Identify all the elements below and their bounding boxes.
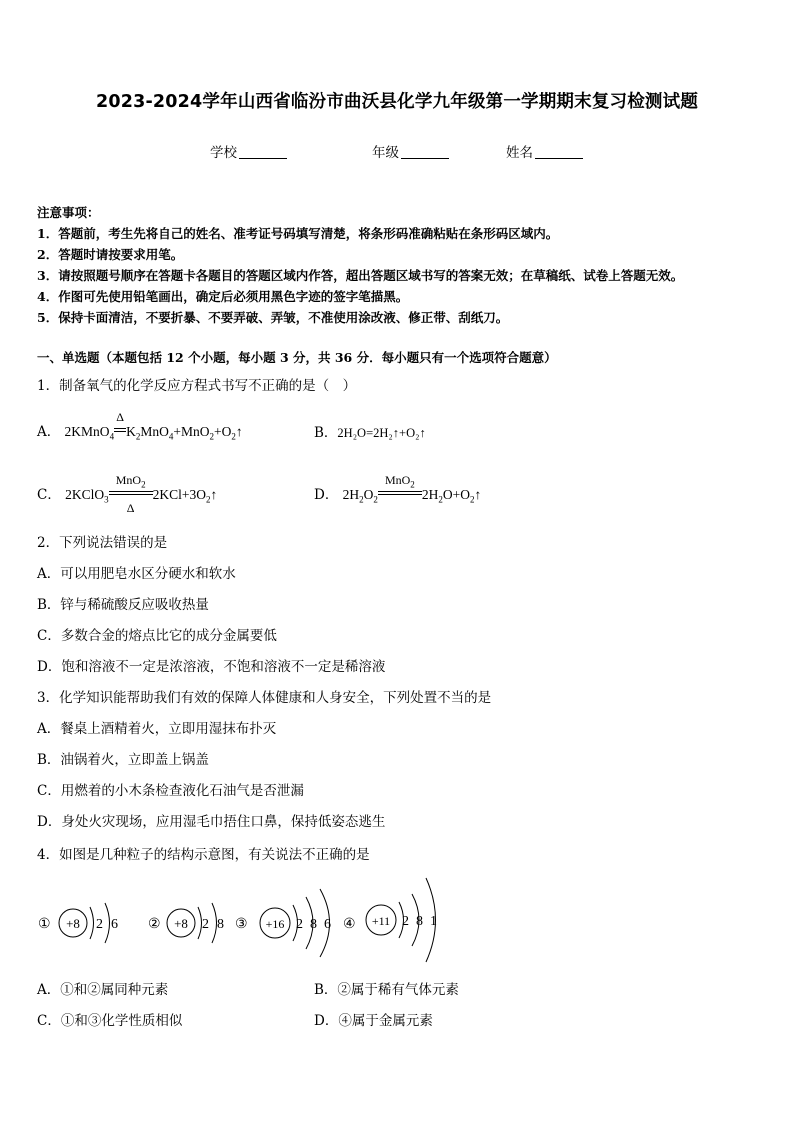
svg-text:+11: +11 [371,914,391,928]
q3-option-b[interactable]: B．油锅着火，立即盖上锅盖 [37,752,209,768]
q4-option-b[interactable]: B．②属于稀有气体元素 [314,982,459,998]
question-3-stem: 3．化学知识能帮助我们有效的保障人体健康和人身安全，下列处置不当的是 [37,690,492,706]
notice-item: 4．作图可先使用铅笔画出，确定后必须用黑色字迹的签字笔描黑。 [37,289,409,304]
svg-text:④: ④ [343,917,356,932]
svg-text:6: 6 [324,917,331,932]
svg-text:8: 8 [416,914,423,929]
svg-text:2: 2 [402,914,409,929]
grade-field[interactable] [372,141,449,161]
particle-1 [38,903,118,943]
question-2-stem: 2．下列说法错误的是 [37,535,168,551]
notice-item: 5．保持卡面清洁，不要折暴、不要弄破、弄皱，不准使用涂改液、修正带、刮纸刀。 [37,310,509,325]
name-field[interactable] [506,141,583,161]
svg-text:①: ① [38,917,51,932]
q4-option-d[interactable]: D．④属于金属元素 [314,1013,433,1029]
q2-option-d[interactable]: D．饱和溶液不一定是浓溶液，不饱和溶液不一定是稀溶液 [37,659,386,675]
svg-text:8: 8 [217,917,224,932]
atomic-structure-diagram [30,870,450,970]
school-label: 学校 [210,145,237,161]
notice-item: 3．请按照题号顺序在答题卡各题目的答题区域内作答，超出答题区域书写的答案无效；在草稿纸、试卷上答题无效。 [37,268,684,283]
q1-option-b[interactable]: B．2H₂O=2H₂↑+O₂↑ [314,425,426,441]
q2-option-b[interactable]: B．锌与稀硫酸反应吸收热量 [37,597,209,613]
q2-option-a[interactable]: A．可以用肥皂水区分硬水和软水 [37,566,236,582]
svg-text:1: 1 [430,914,437,929]
q4-option-c[interactable]: C．①和③化学性质相似 [37,1013,183,1029]
svg-text:+8: +8 [174,916,188,931]
svg-text:2: 2 [96,917,103,932]
section-heading: 一、单选题（本题包括 12 个小题，每小题 3 分，共 36 分．每小题只有一个选项符合题意） [37,350,557,365]
svg-text:6: 6 [111,917,118,932]
svg-text:2: 2 [296,917,303,932]
particle-2 [148,903,224,943]
page-title: 2023-2024学年山西省临汾市曲沃县化学九年级第一学期期末复习检测试题 [95,92,699,112]
q3-option-d[interactable]: D．身处火灾现场，应用湿毛巾捂住口鼻，保持低姿态逃生 [37,814,386,830]
name-label: 姓名 [506,145,533,161]
svg-text:③: ③ [235,917,248,932]
question-4-stem: 4．如图是几种粒子的结构示意图，有关说法不正确的是 [37,847,370,863]
notice-heading: 注意事项： [37,205,100,220]
particle-3 [235,889,331,957]
svg-text:+16: +16 [265,917,285,931]
notice-item: 1．答题前，考生先将自己的姓名、准考证号码填写清楚，将条形码准确粘贴在条形码区域内。 [37,226,559,241]
notice-item: 2．答题时请按要求用笔。 [37,247,184,262]
svg-text:2: 2 [202,917,209,932]
q3-option-c[interactable]: C．用燃着的小木条检查液化石油气是否泄漏 [37,783,304,799]
q1-option-d[interactable]: D． $2H_2O_2$ MnO$_2$ $2H_2O+O_2↑$ [314,473,482,505]
q1-option-a[interactable]: A． 2KMnO$_4$ Δ $K_2MnO_4+MnO_2+O_2↑$ [37,410,243,442]
particle-4 [343,878,437,962]
question-1-stem: 1．制备氧气的化学反应方程式书写不正确的是（ ） [37,378,357,394]
q2-option-c[interactable]: C．多数合金的熔点比它的成分金属要低 [37,628,277,644]
q1-option-c[interactable]: C． 2KClO$_3$ MnO$_2$ Δ $2KCl+3O_2↑$ [37,473,218,515]
q3-option-a[interactable]: A．餐桌上酒精着火，立即用湿抹布扑灭 [37,721,277,737]
q4-option-a[interactable]: A．①和②属同种元素 [37,982,169,998]
svg-text:8: 8 [310,917,317,932]
grade-label: 年级 [372,145,399,161]
school-field[interactable] [210,141,287,161]
svg-text:+8: +8 [66,916,80,931]
svg-text:②: ② [148,917,161,932]
